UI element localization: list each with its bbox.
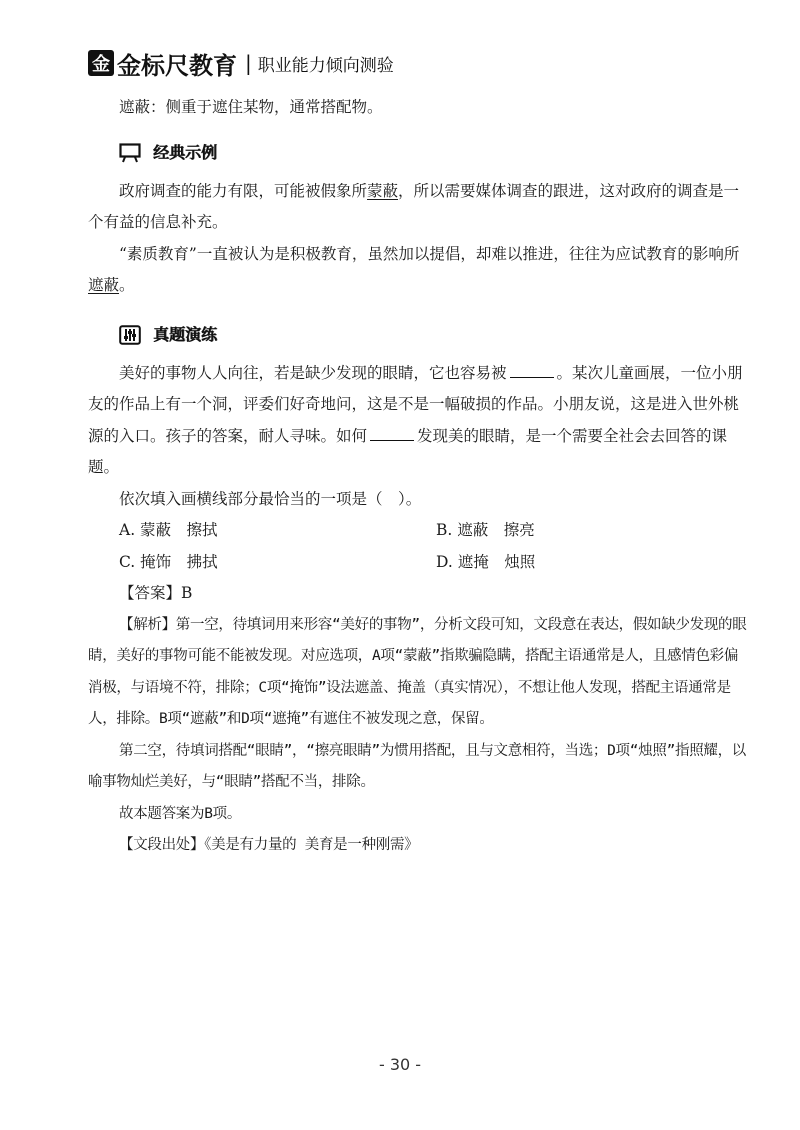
page-number: - 30 -	[378, 1055, 422, 1074]
analysis-paragraph-2: 第二空，待填词搭配“眼睛”，“擦亮眼睛”为惯用搭配，且与文意相符，当选；D项“烛照”指照耀，以喻事物灿烂美好，与“眼睛”搭配不当，排除。	[88, 742, 747, 790]
fill-blank-1	[510, 363, 554, 378]
analysis-conclusion: 故本题答案为B项。	[119, 805, 242, 822]
example-paragraph-1: 政府调查的能力有限，可能被假象所蒙蔽，所以需要媒体调查的跟进，这对政府的调查是一个有益的信息补充。	[88, 181, 740, 231]
example-keyword: 遮蔽	[88, 276, 120, 294]
option-d: D. 遮掩 烛照	[436, 552, 536, 571]
fill-blank-2	[370, 426, 414, 441]
section-practice-heading	[88, 318, 748, 352]
brand-logo-icon: 金	[88, 50, 114, 76]
source-citation: 【文段出处】《美是有力量的 美育是一种刚需》	[119, 837, 419, 853]
analysis-paragraph-1: 【解析】第一空，待填词用来形容“美好的事物”，分析文段可知，文段意在表达，假如缺少发现的眼睛，美好的事物可能不能被发现。对应选项，A项“蒙蔽”指欺骗隐瞒，搭配主语通常是人，且感情色彩偏消极，与语境不符，排除；C项“掩饰”设法遮盖、掩盖（真实情况），不想让他人发现，搭配主语通常是人，排除。B项“遮蔽”和D项“遮掩”有遮住不被发现之意，保留。	[88, 616, 747, 727]
option-c: C. 掩饰 拂拭	[119, 552, 218, 571]
page-content	[88, 92, 748, 862]
example-keyword: 蒙蔽	[367, 181, 399, 200]
presentation-board-icon	[119, 143, 141, 163]
option-a: A. 蒙蔽 擦拭	[119, 521, 218, 539]
section-practice-title: 真题演练	[153, 324, 218, 344]
page-header	[88, 46, 394, 80]
brand-name: 金标尺教育	[117, 51, 237, 80]
option-b: B. 遮蔽 擦亮	[436, 521, 535, 539]
question-stem: 依次填入画横线部分最恰当的一项是（ ）。	[119, 489, 422, 508]
section-examples-heading	[88, 136, 748, 170]
book-subtitle: 职业能力倾向测验	[257, 55, 394, 76]
answer-line: 【答案】B	[119, 584, 193, 602]
equalizer-icon	[119, 325, 141, 345]
answer-options	[88, 515, 748, 578]
section-examples-title: 经典示例	[153, 142, 218, 162]
intro-line: 遮蔽：侧重于遮住某物，通常搭配物。	[119, 98, 383, 116]
header-separator: |	[245, 51, 252, 75]
question-passage: 美好的事物人人向往，若是缺少发现的眼睛，它也容易被 。某次儿童画展，一位小朋友的作品上有一个洞，评委们好奇地问，这是不是一幅破损的作品。小朋友说，这是进入世外桃源的入口。孩子的答案，耐人寻味。如何 发现美的眼睛，是一个需要全社会去回答的课题。	[88, 363, 743, 476]
example-paragraph-2: “素质教育”一直被认为是积极教育，虽然加以提倡，却难以推进，往往为应试教育的影响所遮蔽。	[88, 244, 740, 294]
